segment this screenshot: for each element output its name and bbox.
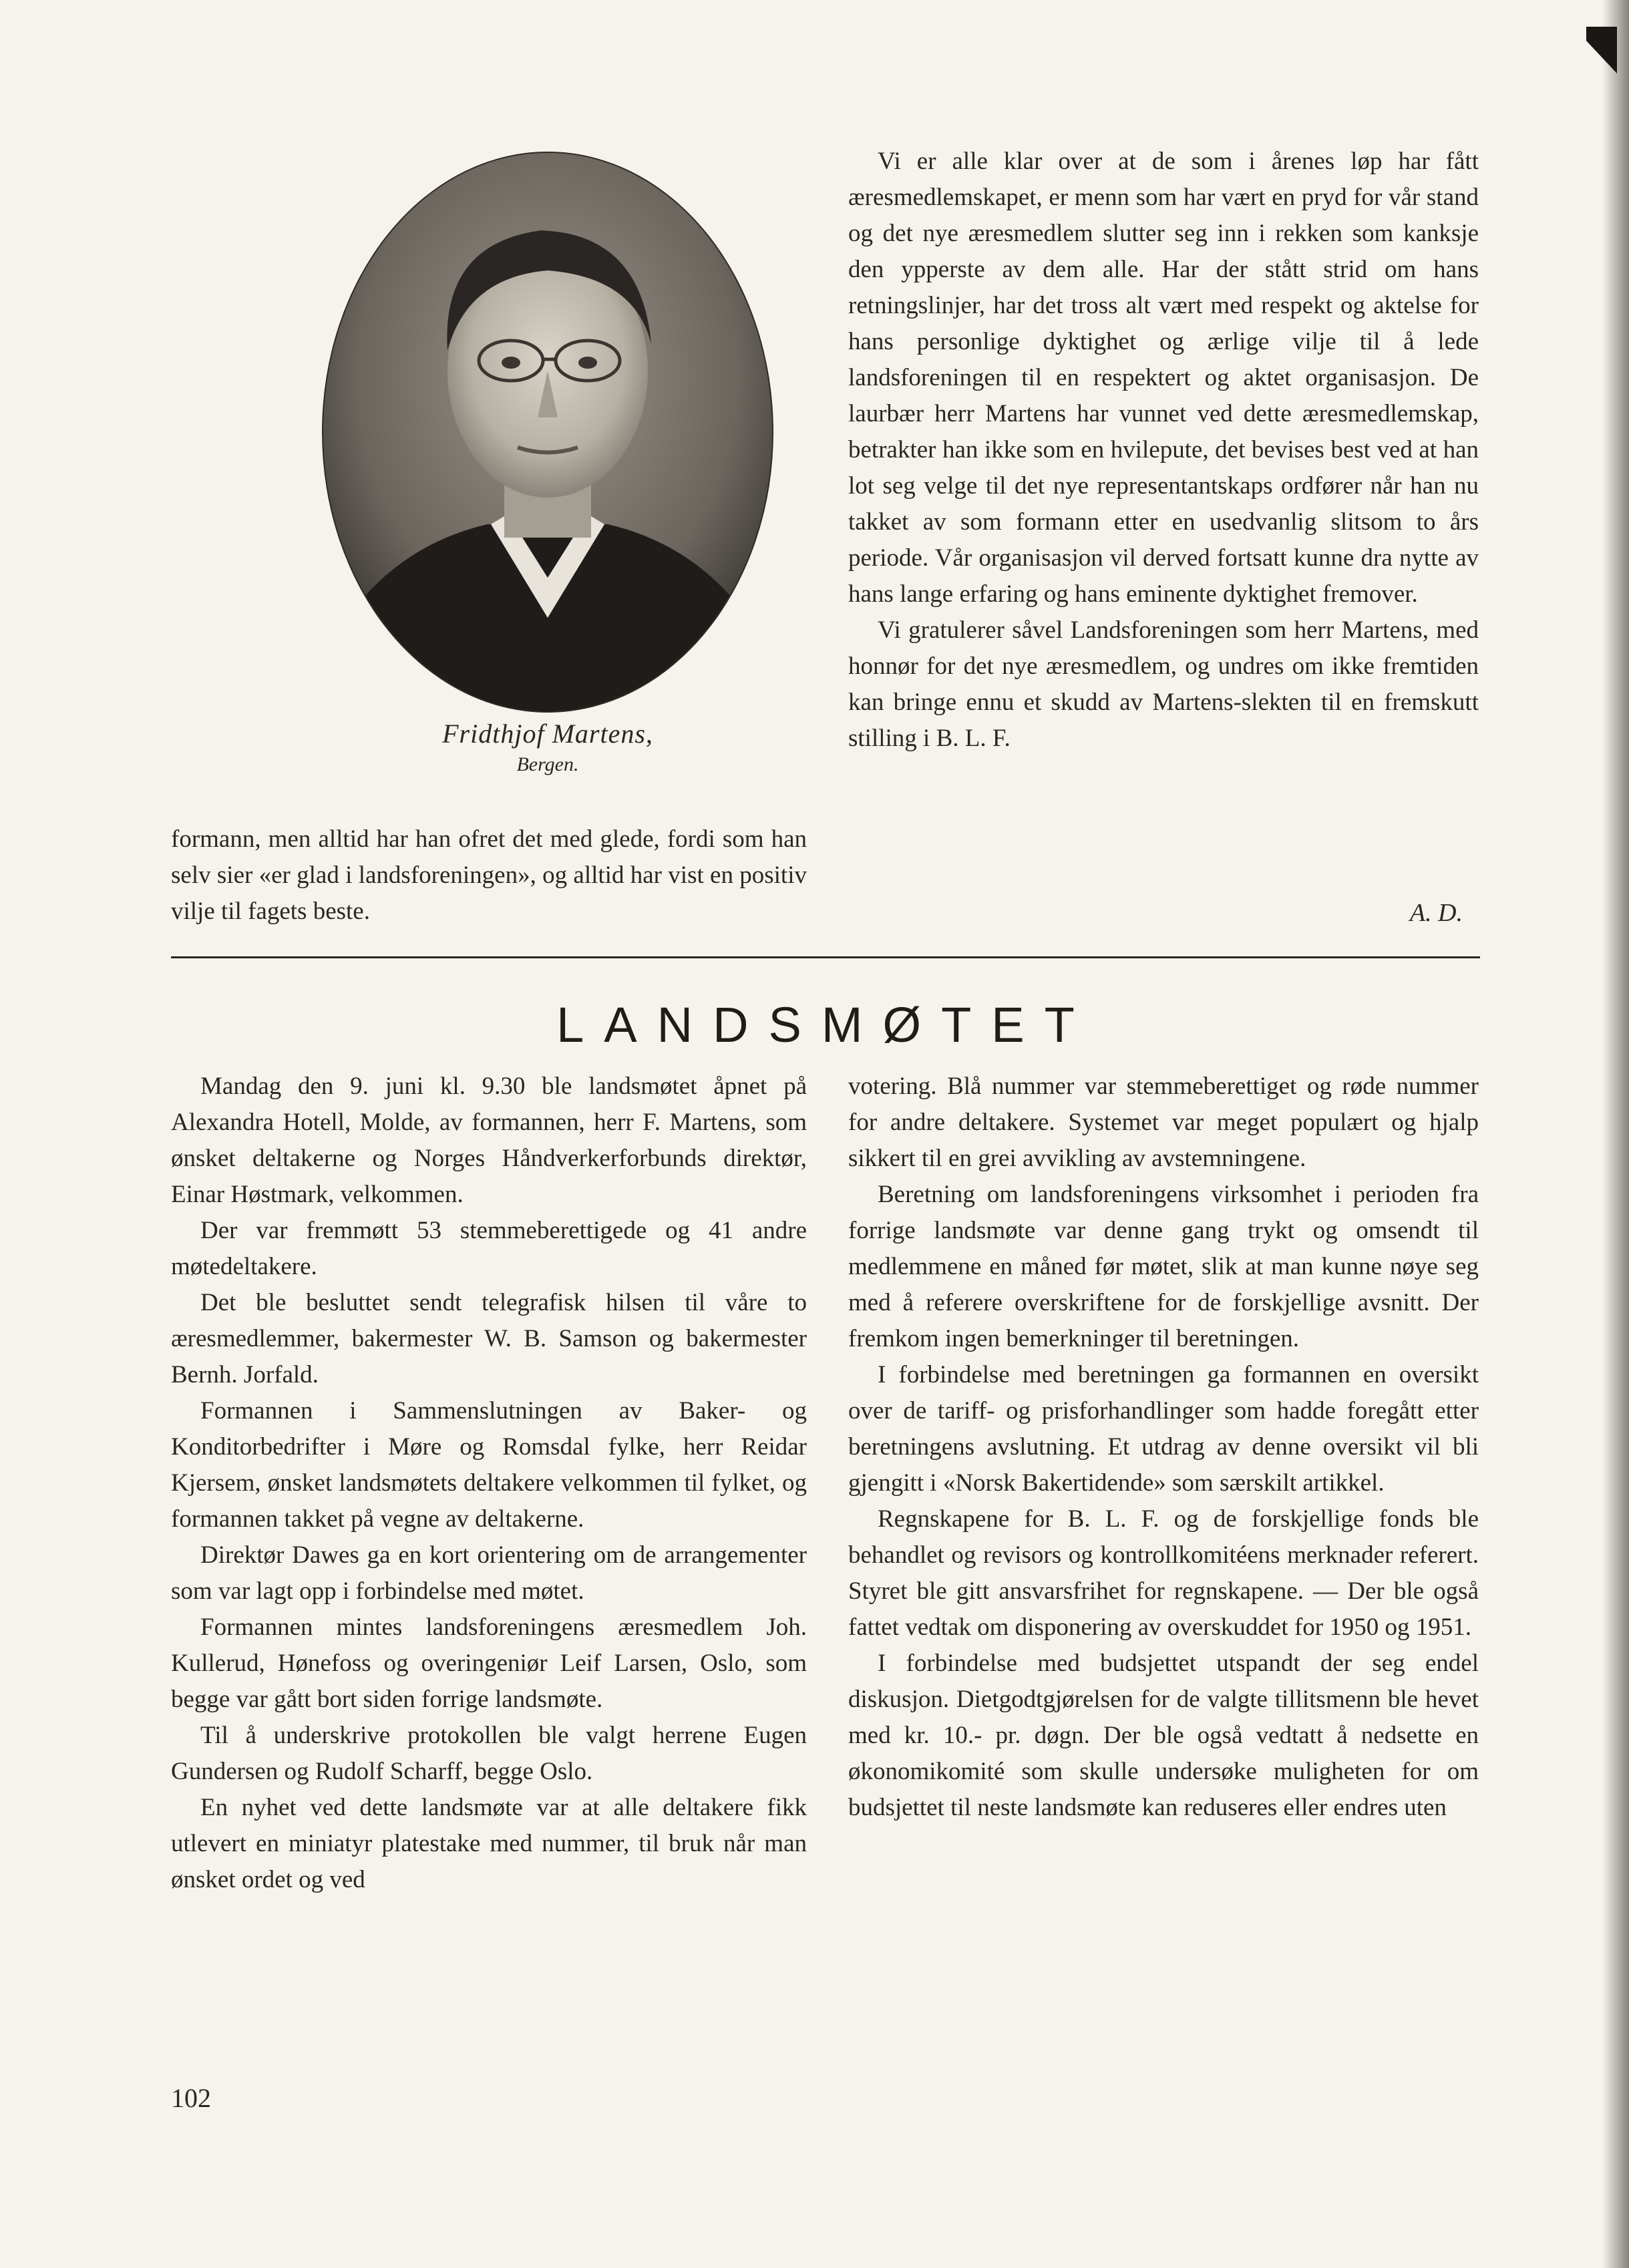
article-paragraph: Direktør Dawes ga en kort orientering om de arrangementer som var lagt opp i forbindelse med møtet. bbox=[171, 1541, 807, 1605]
article-paragraph: I forbindelse med budsjettet utspandt der seg endel diskusjon. Dietgodtgjørelsen for de valgte tillitsmenn ble hevet med kr. 10.- pr. døgn. Der ble også vedtatt å nedsette en økonomikomité som skulle undersøke muligheten for om budsjettet til neste landsmøte kan reduseres eller endres uten bbox=[848, 1650, 1479, 1821]
left-main-column bbox=[171, 1069, 807, 1898]
right-main-column bbox=[848, 1069, 1479, 1826]
portrait-oval bbox=[321, 150, 775, 715]
article-paragraph: Beretning om landsforeningens virksomhet i perioden fra forrige landsmøte var denne gang trykt og omsendt til medlemmene en måned før møtet, slik at man kunne nøye seg med å referere overskriftene for de forskjellige avsnitt. Der fremkom ingen bemerkninger til beretningen. bbox=[848, 1181, 1479, 1352]
article-paragraph: Det ble besluttet sendt telegrafisk hilsen til våre to æresmedlemmer, bakermester W. B. Samson og bakermester Bernh. Jorfald. bbox=[171, 1289, 807, 1388]
article-paragraph: Der var fremmøtt 53 stemmeberettigede og 41 andre møtedeltakere. bbox=[171, 1217, 807, 1280]
right-top-paragraph: Vi gratulerer såvel Landsforeningen som herr Martens, med honnør for det nye æresmedlem, og undres om ikke fremtiden kan bringe ennu et skudd av Martens-slekten til en fremskutt stilling i B. L. F. bbox=[848, 616, 1479, 752]
right-top-column bbox=[848, 144, 1479, 757]
article-paragraph: votering. Blå nummer var stemmeberettiget og røde nummer for andre deltakere. Systemet var meget populært og hjalp sikkert til en grei avvikling av avstemningene. bbox=[848, 1073, 1479, 1172]
author-signature: A. D. bbox=[1409, 899, 1463, 927]
photo-caption-place: Bergen. bbox=[516, 753, 579, 775]
section-heading: LANDSMØTET bbox=[556, 997, 1095, 1053]
article-paragraph: Til å underskrive protokollen ble valgt herrene Eugen Gundersen og Rudolf Scharff, begge Oslo. bbox=[171, 1722, 807, 1785]
article-paragraph: Formannen i Sammenslutningen av Baker- og Konditorbedrifter i Møre og Romsdal fylke, herr Reidar Kjersem, ønsket landsmøtets deltakere velkommen til fylket, og formannen takket på vegne av deltakerne. bbox=[171, 1397, 807, 1533]
section-divider bbox=[171, 956, 1480, 958]
left-top-column bbox=[171, 821, 807, 930]
left-top-paragraph: formann, men alltid har han ofret det med glede, fordi som han selv sier «er glad i landsforeningen», og alltid har vist en positiv vilje til fagets beste. bbox=[171, 825, 807, 925]
page-edge-shadow bbox=[1602, 0, 1629, 2268]
photo-caption-name: Fridthjof Martens, bbox=[442, 719, 653, 749]
article-paragraph: Formannen mintes landsforeningens æresmedlem Joh. Kullerud, Hønefoss og overingeniør Leif Larsen, Oslo, som begge var gått bort siden forrige landsmøte. bbox=[171, 1614, 807, 1713]
page-number: 102 bbox=[171, 2083, 211, 2113]
article-paragraph: I forbindelse med beretningen ga formannen en oversikt over de tariff- og prisforhandlinger som hadde foregått etter beretningens avslutning. Et utdrag av denne oversikt vil bli gjengitt i «Norsk Bakertidende» som særskilt artikkel. bbox=[848, 1361, 1479, 1497]
article-paragraph: Mandag den 9. juni kl. 9.30 ble landsmøtet åpnet på Alexandra Hotell, Molde, av formannen, herr F. Martens, som ønsket deltakerne og Norges Håndverkerforbunds direktør, Einar Høstmark, velkommen. bbox=[171, 1073, 807, 1208]
article-paragraph: Regnskapene for B. L. F. og de forskjellige fonds ble behandlet og revisors og kontrollkomitéens merknader referert. Styret ble gitt ansvarsfrihet for regnskapene. — Der ble også fattet vedtak om disponering av overskuddet for 1950 og 1951. bbox=[848, 1505, 1479, 1641]
portrait-photo bbox=[321, 150, 775, 715]
article-paragraph: En nyhet ved dette landsmøte var at alle deltakere fikk utlevert en miniatyr platestake med nummer, til bruk når man ønsket ordet og ved bbox=[171, 1794, 807, 1893]
right-top-paragraph: Vi er alle klar over at de som i årenes løp har fått æresmedlemskapet, er menn som har vært en pryd for vår stand og det nye æresmedlem slutter seg inn i rekken som kanksje den ypperste av dem alle. Har der stått strid om hans retningslinjer, har det tross alt vært med respekt og aktelse for hans personlige dyktighet og ærlige vilje til å lede landsforeningen til en respektert og aktet organisasjon. De laurbær herr Martens har vunnet ved dette æresmedlemskap, betrakter han ikke som en hvilepute, det bevises best ved at han lot seg velge til det nye representantskaps ordfører når han nu takket av som formann etter en usedvanlig slitsom to års periode. Vår organisasjon vil derved fortsatt kunne dra nytte av hans lange erfaring og hans eminente dyktighet fremover. bbox=[848, 148, 1479, 608]
corner-mark bbox=[1586, 27, 1617, 73]
